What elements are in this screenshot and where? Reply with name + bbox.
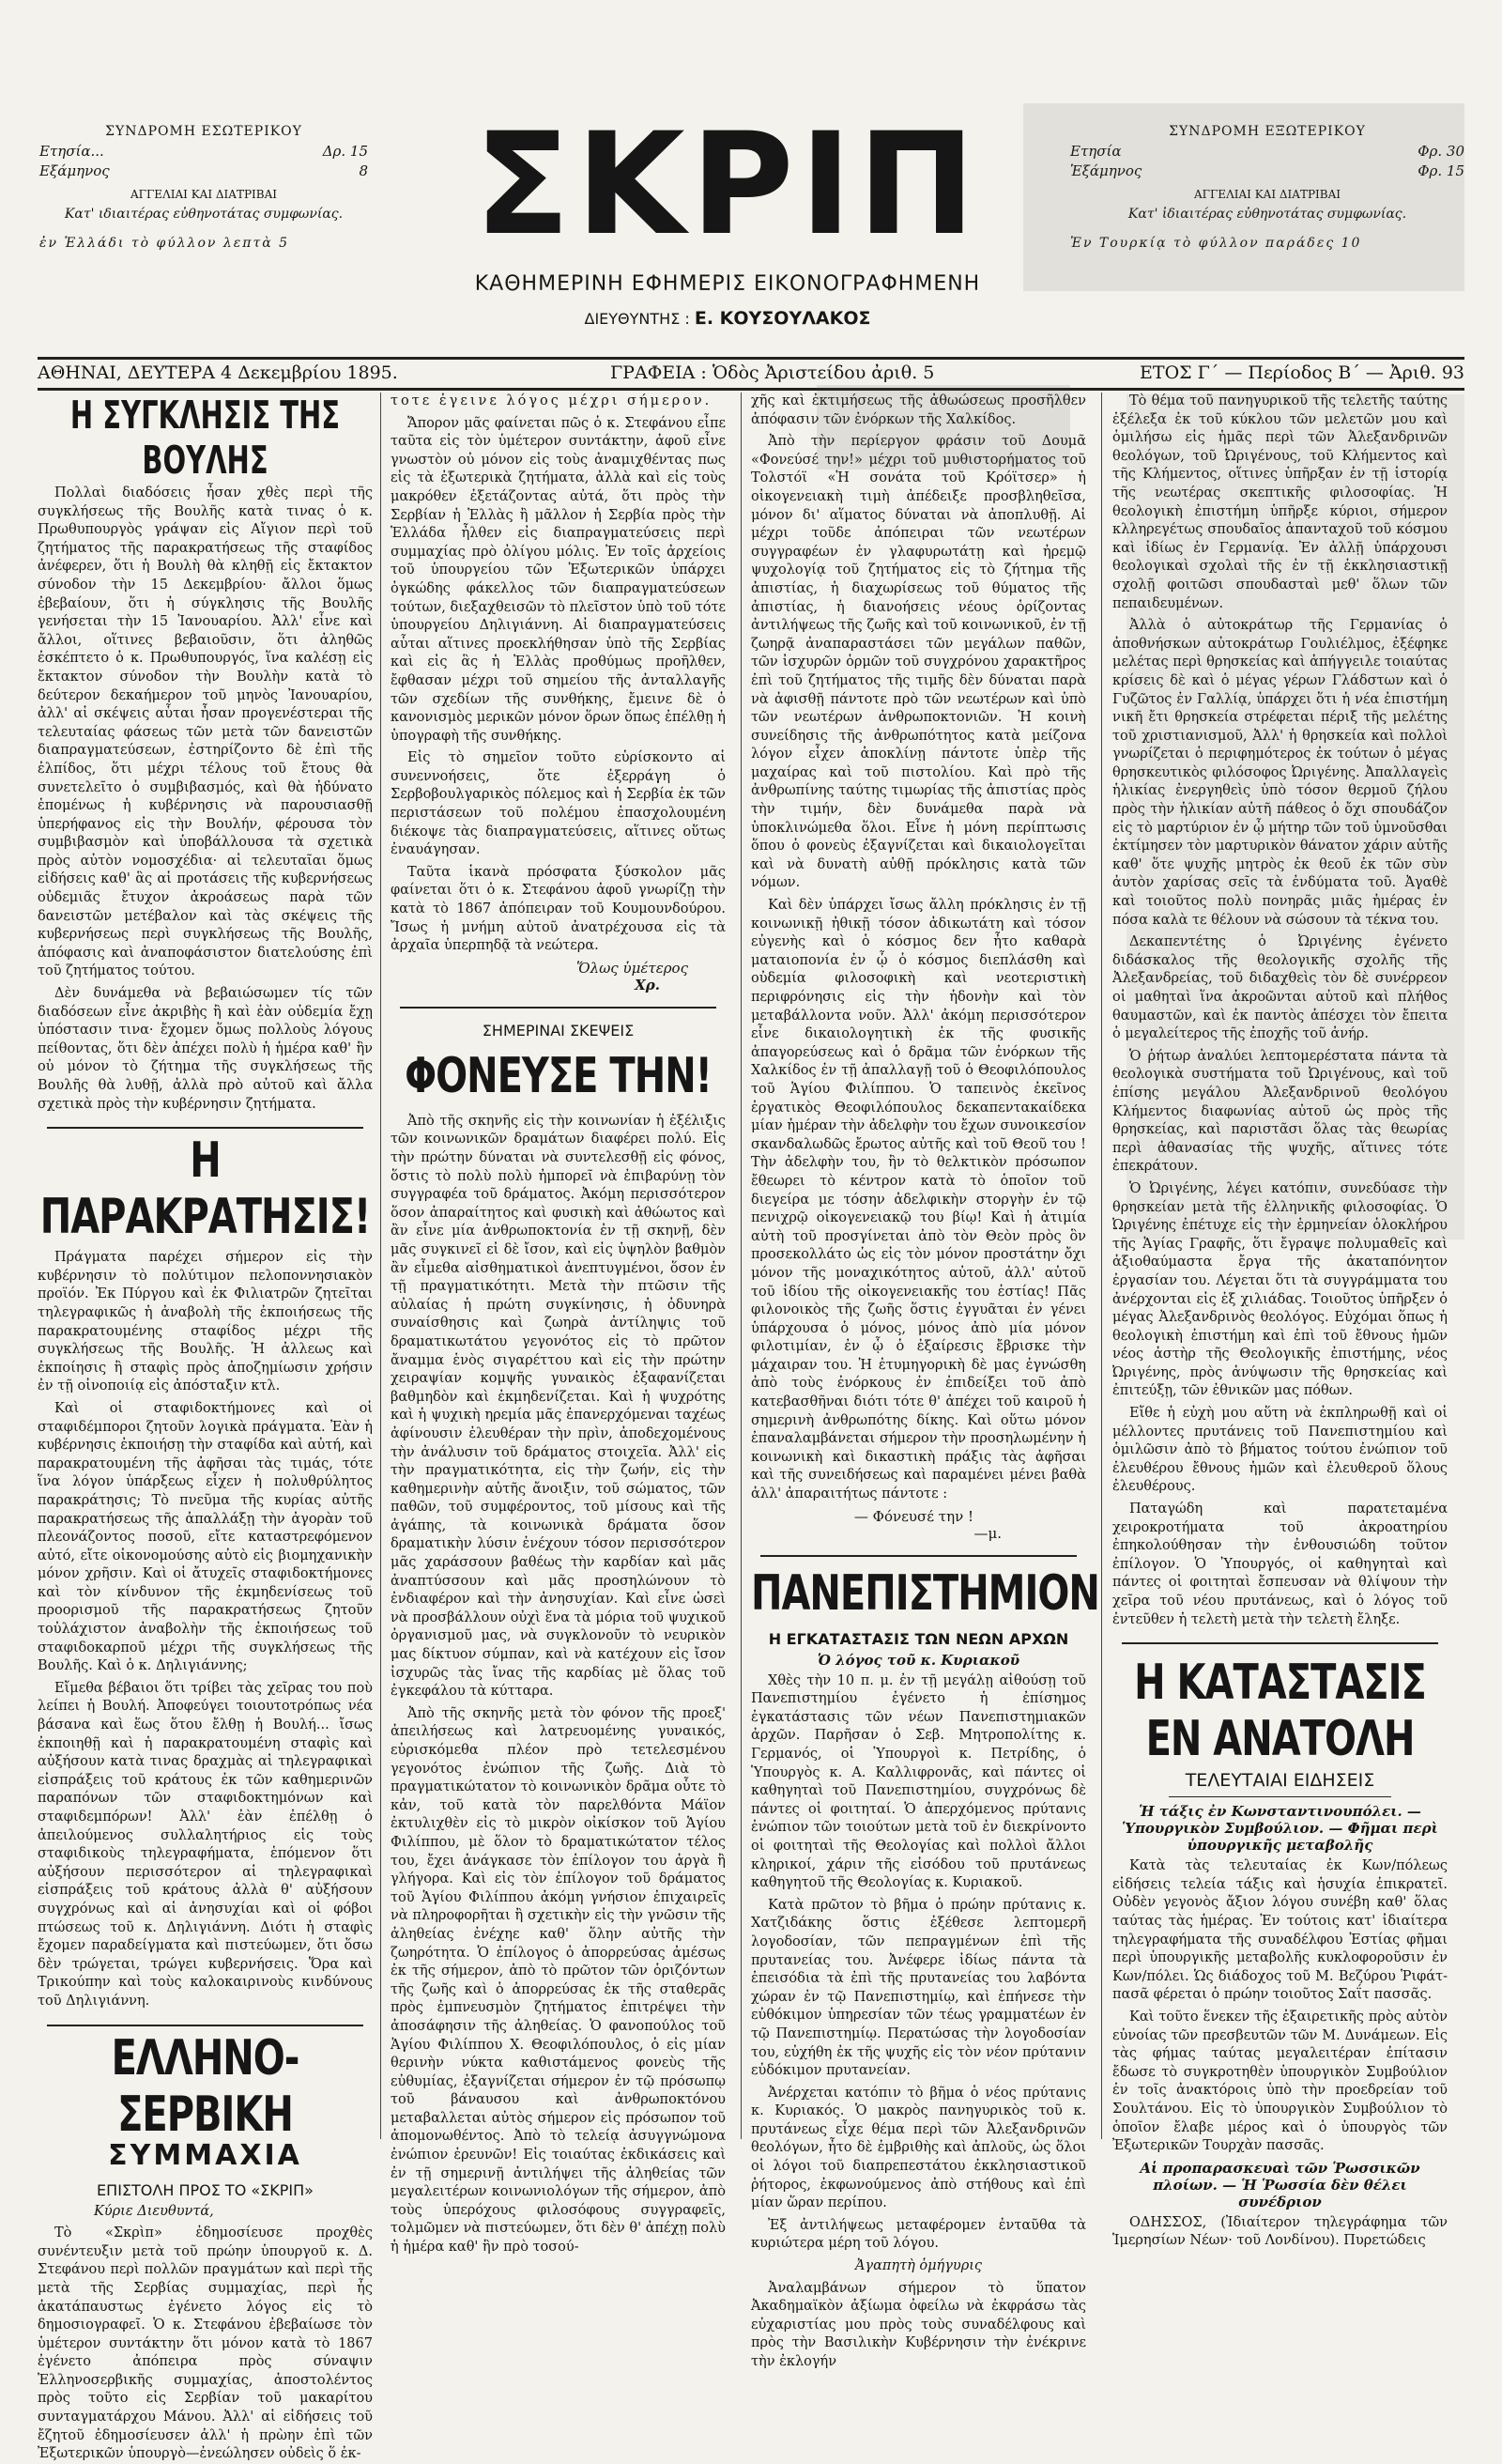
headline-kill-her: ΦΟΝΕΥΣΕ ΤΗΝ! xyxy=(405,1047,712,1104)
article-paragraph: Εἴθε ἡ εὐχὴ μου αὕτη νὰ ἐκπληρωθῇ καὶ οἱ μέλλοντες πρυτάνεις τοῦ Πανεπιστημίου καὶ ὁμιλῶσιν ἀπὸ τὸ βήματος τούτου ἐνώπιον τοῦ ἐλευθέρου ἔθνους ἡμῶν καὶ ἐλευθεροῦ ὅλους ἐλευθέρους. xyxy=(1112,1406,1448,1495)
ads-heading: ΑΓΓΕΛΙΑΙ ΚΑΙ ΔΙΑΤΡΙΒΑΙ xyxy=(130,188,277,201)
newspaper-title: ΣΚΡΙΠ xyxy=(474,103,981,267)
subheading-latest-news: ΤΕΛΕΥΤΑΙΑΙ ΕΙΔΗΣΕΙΣ xyxy=(1185,1770,1375,1792)
ads-agreements: Κατ' ἰδιαιτέρας εὐθηνοτάτας συμφωνίας. xyxy=(1127,207,1407,222)
section-heading: ΣΗΜΕΡΙΝΑΙ ΣΚΕΨΕΙΣ xyxy=(482,1021,635,1040)
subscription-half-label: Εξάμηνος xyxy=(39,162,110,179)
director-line xyxy=(399,308,1056,329)
article-paragraph: Ἀπὸ τῆς σκηνῆς εἰς τὴν κοινωνίαν ἡ ἐξέλιξις τῶν κοινωνικῶν δραμάτων διαφέρει πολύ. Εἰς τὴν πρώτην δύναται νὰ συντελεσθῇ εἰς φόνος, ὅστις τὸ πολὺ πολὺ ἠμπορεῖ νὰ ἐπιβαρύνῃ τὸν συγγραφέα τοῦ δράματος. Ἀκόμη περισσότερον ὅσον ἀπαραίτητος καὶ φυσικὴ καὶ ἀθώωτος καὶ ἂν εἶνε μία ἀνθρωποκτονία ἐν τῇ σκηνῇ, δὲν μᾶς συγκινεῖ εἰ δὲ ἴσον, καὶ εἰς ὑψηλὸν βαθμὸν ἂν εἶμεθα αἰσθηματικοὶ ἀνεπτυγμένοι, ὅσον ἐν τῇ πραγματικότητι. Μετὰ τὴν πτῶσιν τῆς αὐλαίας ἡ πρώτη συγκίνησις, ἡ ὀδυνηρὰ συναίσθησις καὶ ζωηρὰ ἀντίληψις τοῦ δραματικωτάτου γεγονότος εἰς τὸ πρῶτον ἄναμμα ἑνὸς σιγαρέττου καὶ εἰς τὴν πρώτην χειραψίαν κομψῆς γυναικὸς ἐξαφανίζεται βαθμηδὸν καὶ ἐκμηδενίζεται. Καὶ ἡ ψυχρότης καὶ ἡ ψυχικὴ ηρεμία μᾶς ἐπανερχόμεναι ταχέως ἀφίνουσιν ἐλευθέραν τὴν πρὶν, ἀποδεχομένους τὴν ἀνάλυσιν τοῦ δράματος στοιχεῖα. Ἀλλ' εἰς τὴν πραγματικότητα, εἰς τὴν ζωήν, εἰς τὴν καθημερινὴν αὐτῆς ἄνοιξιν, τοῦ σώματος, τῶν παθῶν, τοῦ συμφέροντος, τοῦ μίσους καὶ τῆς ἀγάπης, τὰ κοινωνικὰ δράματα ὅσον δραματικὴν λύσιν ἐνέχουν τόσον περισσότερον μᾶς χαράσσουν βαθέως τὴν καρδίαν καὶ μᾶς ἀναπτύσσουν καὶ μᾶς προσηλώνουν τὸ ἐνδιαφέρον καὶ τὴν ἀνησυχίαν. Καὶ εἶνε ὡσεὶ νὰ προσβάλλουν οὐχὶ ἕνα τὰ μόρια τοῦ ψυχικοῦ ὀργανισμοῦ μας, νὰ συγκλονοῦν τὸ νευρικὸν μας δίκτυον σύμπαν, καὶ νὰ κατέχουν εἰς ἴσον ἰσχυρῶς τὰς ἴνας τῆς καρδίας μὲ ὅλας τοῦ ἐγκεφάλου τὰ κύτταρα. xyxy=(391,1113,726,1700)
headline-retention: Η ΠΑΡΑΚΡΑΤΗΣΙΣ! xyxy=(39,1132,371,1245)
newspaper-tagline: ΚΑΘΗΜΕΡΙΝΗ ΕΦΗΜΕΡΙΣ ΕΙΚΟΝΟΓΡΑΦΗΜΕΝΗ xyxy=(474,272,981,296)
column-divider xyxy=(380,393,381,2139)
article-paragraph: Παταγώδη καὶ παρατεταμένα χειροκροτήματα τοῦ ἀκροατηρίου ἐπηκολούθησαν τὴν ἐνθουσιώδη τοῦτον ἐπίλογον. Ὁ Ὑπουργός, οἱ καθηγηταὶ καὶ πάντες οἱ φοιτηταὶ ἔσπευσαν νὰ θλίψουν τὴν χεῖρα τοῦ νέου πρυτάνεως, καὶ ὁ λόγος τοῦ ἐντεῦθεν ἡ τελετὴ μετὰ τὴν τελετὴ ἔληξε. xyxy=(1112,1502,1448,1627)
article-paragraph: Πολλαὶ διαδόσεις ἦσαν χθὲς περὶ τῆς συγκλήσεως τῆς Βουλῆς κατὰ τινας ὁ κ. Πρωθυπουργὸς γράψαν εἰς Αἴγιον περὶ τοῦ ζητήματος τῆς παρακρατήσεως τῆς σταφίδος ἀνέφερεν, ὅτι ἡ Βουλὴ θὰ κληθῇ εἰς ἔκτακτον σύνοδον τὴν 15 Δεκεμβρίου· ἄλλοι ὅμως ἐβεβαίουν, ὅτι ἡ σύγκλησις τῆς Βουλῆς γενήσεται τὴν 15 Ἰανουαρίου. Ἀλλ' εἶνε καὶ ἄλλοι, οἵτινες βεβαιοῦσιν, ὅτι ἀληθῶς ἐσκέπτετο ὁ κ. Πρωθυπουργός, ἵνα καλέσῃ εἰς ἔκτακτον σύνοδον τὴν Βουλὴν κατὰ τὸ δεύτερον δεκαήμερον τοῦ μηνὸς Ἰανουαρίου, ἀλλ' αἱ σκέψεις αὗται ἦσαν προγενέστεραι τῆς τελευταίας φάσεως τῶν μετὰ τῶν δανειστῶν διαπραγματεύσεων, ἐστηρίζοντο δὲ ἐπὶ τῆς ἐλπίδος, ὅτι μέχρι τέλους τοῦ ἔτους θὰ συνετελεῖτο ὁ συμβιβασμός, καὶ θὰ ἠδύνατο ἑπομένως ἡ κυβέρνησις νὰ παρουσιασθῇ ὑπερήφανος εἰς τὴν Βουλήν, φέρουσα τὸν συμβιβασμὸν καὶ ὑποβάλλουσα τὰ σχετικὰ πρὸς αὐτὸν νομοσχέδια· αἱ τελευταῖαι ὅμως εἰδήσεις καθ' ἃς αἱ προτάσεις τῆς κυβερνήσεως οὐδεμιᾶς ἔτυχον ἀκροάσεως παρὰ τῶν δανειστῶν μετέβαλον καὶ τὰς σκέψεις τῆς κυβερνήσεως περὶ συγκλήσεως τῆς Βουλῆς, ἀπόφασις καὶ ἀναποφάσιστον διατελούσης ἐπὶ τοῦ ζητήματος τούτου. xyxy=(38,485,373,979)
subheading-speech: Ὁ λόγος τοῦ κ. Κυριακοῦ xyxy=(817,1651,1020,1669)
subheading-russian-ships: Αἱ προπαρασκευαὶ τῶν Ῥωσσικῶν πλοίων. — Ἡ Ῥωσσία δὲν θέλει συνέδριον xyxy=(1140,2159,1420,2210)
article-paragraph: Εἰς τὸ σημεῖον τοῦτο εὑρίσκοντο αἱ συνεννοήσεις, ὅτε ἐξερράγη ὁ Σερβοβουλγαρικὸς πόλεμος καὶ ἡ Σερβία ἐκ τῶν περιστάσεων τοῦ πολέμου ἐπασχολουμένη διέκοψε τὰς διαπραγματεύσεις, αἵτινες οὕτως ἐναυάγησαν. xyxy=(391,750,726,858)
divider xyxy=(1169,1796,1391,1797)
ads-agreements: Κατ' ιδιαιτέρας εὐθηνοτάτας συμφωνίας. xyxy=(64,207,344,222)
subscription-annual-label: Ετησία xyxy=(1070,143,1122,160)
director-label: ΔΙΕΥΘΥΝΤΗΣ : xyxy=(584,310,690,328)
subscription-half-value: 8 xyxy=(359,162,368,179)
divider xyxy=(47,1127,363,1129)
article-paragraph: Ἀναλαμβάνων σήμερον τὸ ὕπατον Ἀκαδημαϊκὸν ἀξίωμα ὀφείλω νὰ ἐκφράσω τὰς εὐχαριστίας μου πρὸς τοὺς συναδέλφους καὶ πρὸς τὴν Βασιλικὴν Κυβέρνησιν τὴν ἐνέκρινε τὴν ἐκλογήν xyxy=(751,2280,1086,2369)
headline-university: ΠΑΝΕΠΙΣΤΗΜΙΟΝ xyxy=(751,1564,1099,1622)
column-divider xyxy=(741,393,742,2139)
article-paragraph: Κατὰ πρῶτον τὸ βῆμα ὁ πρώην πρύτανις κ. Χατζιδάκης ὅστις ἐξέθεσε λεπτομερῆ λογοδοσίαν, τῶν πεπραγμένων ἐπὶ τῆς πρυτανείας του. Ἀνέφερε ἰδίως πάντα τὰ ἐπεισόδια τὰ ἐπὶ τῆς πρυτανείας του λαβόντα χώραν ἐν τῷ Πανεπιστημίῳ, καὶ ἐπήνεσε τὴν εὐθόκιμον ὑπηρεσίαν τῶν τέως γραμματέων ἐν τῷ Πανεπιστημίῳ. Περατώσας τὴν λογοδοσίαν του, εὐχήθη ἐκ τῆς ψυχῆς εἰς τὸν νέον πρύτανιν εὐδόκιμον πρυτανείαν. xyxy=(751,1897,1086,2079)
article-paragraph: Ὁ ῥήτωρ ἀναλύει λεπτομερέστατα πάντα τὰ θεολογικὰ συστήματα τοῦ Ὠριγένους, καὶ τοῦ ἐπίσης μεγάλου Ἀλεξανδρινοῦ θεολόγου Κλήμεντος διαφωνίας αὐτοῦ ὡς πρὸς τῆς θρησκείας, καὶ παριστᾶσι ὅλας τὰς θεωρίας περὶ ἀθανασίας τῆς ψυχῆς, αἵτινες τότε ἐπεκράτουν. xyxy=(1112,1048,1448,1175)
headline-parliament: Η ΣΥΓΚΛΗΣΙΣ ΤΗΣ ΒΟΥΛΗΣ xyxy=(69,393,341,483)
article-paragraph: Τὸ θέμα τοῦ πανηγυρικοῦ τῆς τελετῆς ταύτης ἐξέλεξα ἐκ τοῦ κύκλου τῶν μελετῶν μου καὶ ὁμιλήσω εἰς ἡμᾶς περὶ τῶν Ἀλεξανδρινῶν θεολόγων, τοῦ Ὠριγένους, τοῦ Κλήμεντος καὶ τῆς Κλήμεντος, οἵτινες ὑπῆρξαν ἐν τῇ ἱστορίᾳ τῆς νεωτέρας σκεπτικῆς φιλοσοφίας. Ἡ θεολογικὴ ἐπιστήμη ὑπῆρξε κύριοι, σήμερον κλληρεγέτως σπουδαῖος ἀπανταχοῦ τοῦ κόσμου καὶ ἰδίως ἐν Γερμανίᾳ. Ἐν ἀλλῇ ὑπάρχουσι θεολογικαὶ σχολαὶ τῆς ἐν τῇ ἐκκλησιαστικῇ σχολῇ φοιτῶσι σπουδασταὶ μεθ' ὅλων τῶν πεπαιδευμένων. xyxy=(1112,393,1448,611)
article-paragraph: Καὶ τοῦτο ἕνεκεν τῆς ἐξαιρετικῆς πρὸς αὐτὸν εὐνοίας τῶν πρεσβευτῶν τῶν Μ. Δυνάμεων. Εἰς τὰς φήμας ταύτας μεγαλειτέραν ἐπίτασιν ἔδωσε τὸ συγκροτηθὲν ὑπουργικὸν Συμβούλιον ἐν τοῖς ἀνακτόροις ὑπὸ τὴν προεδρείαν τοῦ Σουλτάνου. Εἰς τὸ ὑπουργικὸν Συμβούλιον τὸ ὁποῖον ἔλαβε μέρος καὶ ὁ ὑπουργὸς τῶν Ἐξωτερικῶν Τουρχὰν πασσᾶς. xyxy=(1112,2009,1448,2154)
article-paragraph: Χθὲς τὴν 10 π. μ. ἐν τῇ μεγάλῃ αἰθούσῃ τοῦ Πανεπιστημίου ἐγένετο ἡ ἐπίσημος ἐγκατάστασις τῶν νέων Πανεπιστημιακῶν ἀρχῶν. Παρῆσαν ὁ Σεβ. Μητροπολίτης κ. Γερμανός, οἱ Ὑπουργοὶ κ. Πετρίδης, ὁ Ὑπουργὸς κ. Α. Καλλιφρονᾶς, καὶ πάντες οἱ καθηγηταὶ τοῦ Πανεπιστημίου, συγχρόνως δὲ πάντες οἱ φοιτηταί. Ὁ ἀπερχόμενος πρύτανις ἐνώπιον τῶν τοιούτων μετὰ τοῦ ἐν διεκρίνοντο οἱ φοιτηταὶ τῆς Θεολογίας καὶ πολλοὶ ἄλλοι κληρικοί, χάριν τῆς εἰσόδου τοῦ πρυτάνεως καθηγητοῦ τῆς Θεολογίας κ. Κυριακοῦ. xyxy=(751,1672,1086,1891)
masthead xyxy=(38,103,1464,352)
article-paragraph: Ὁ Ὠριγένης, λέγει κατόπιν, συνεδύασε τὴν θρησκείαν μετὰ τῆς ἑλληνικῆς φιλοσοφίας. Ὁ Ὠριγένης ἐπέτυχε εἰς τὴν ἑρμηνείαν ὁλοκλήρου τῆς Ἁγίας Γραφῆς, ὅτι ἔγραψε πολυμαθεῖς καὶ ἀξιοθαύμαστα ἔργα τῆς ἀκαταπόνητον ἐργασίαν του. Λέγεται ὅτι τὰ συγγράμματα του ἀνέρχονται εἰς ἑξ χιλιάδας. Τοιοῦτος ὑπῆρξεν ὁ μέγας Ἀλεξανδρινὸς θεολόγος. Εὐχόμαι ὅπως ἡ θεολογικὴ ἐπιστήμη καὶ ἐπὶ τοῦ ἔθνους ἡμῶν νέος ἀστὴρ τῆς Θεολογικῆς ἐπιστήμης, νέος Ὠριγένης, πρὸς ἀνύψωσιν τῆς θρησκείας καὶ ἐπιτεύξῃ, τῶν ἐθνικῶν μας πόθων. xyxy=(1112,1180,1448,1399)
subscription-half-value: Φρ. 15 xyxy=(1418,162,1464,179)
letter-signature: Χρ. xyxy=(635,976,660,993)
article-paragraph: Ταῦτα ἱκανὰ πρόσφατα ξύσκολον μᾶς φαίνεται ὅτι ὁ κ. Στεφάνου ἀφοῦ γνωρίζῃ τὴν κατὰ τὸ 1867 ἀπόπειραν τοῦ Κουμουνδούρου. Ἴσως ἡ μνήμη αὐτοῦ ἀνατρέχουσα εἰς τὰ ἀρχαῖα ὑπερπηδᾷ τὰ νεώτερα. xyxy=(391,864,726,954)
issue-price: ἐν Ἑλλάδι τὸ φύλλον λεπτὰ 5 xyxy=(39,236,290,251)
divider xyxy=(400,1007,716,1009)
letter-heading: ΕΠΙΣΤΟΛΗ ΠΡΟΣ ΤΟ «ΣΚΡΙΠ» xyxy=(97,2180,314,2199)
subheading-constantinople: Ἡ τάξις ἐν Κωνσταντινουπόλει. — Ὑπουργικὸν Συμβούλιον. — Φῆμαι περὶ ὑπουργικῆς μεταβολῆς xyxy=(1122,1803,1438,1855)
article-paragraph: ΟΔΗΣΣΟΣ, (Ἰδιαίτερον τηλεγράφημα τῶν Ἱμερησίων Νέων· τοῦ Λονδίνου). Πυρετώδεις xyxy=(1112,2214,1448,2249)
column-3 xyxy=(751,393,1099,2369)
column-divider xyxy=(1101,393,1102,2139)
author-mark: —μ. xyxy=(973,1524,1002,1542)
speech-address: Ἀγαπητὴ ὁμήγυρις xyxy=(854,2258,983,2274)
article-paragraph: Δεκαπεντέτης ὁ Ὠριγένης ἐγένετο διδάσκαλος τῆς θεολογικῆς σχολῆς τῆς Ἀλεξανδρείας, τοῦ διδαχθεὶς τὸν δὲ συνέρρεον οἱ μαθηταὶ ἵνα ἀκροῶνται αὐτοῦ καὶ πλήθος θαυμαστῶν, καὶ ἐκ παντὸς ἀπέσχει τὸν ἔπειτα ὁ μεγαλείτερος τῆς ἐποχῆς τοῦ ἀνήρ. xyxy=(1112,934,1448,1042)
subscription-annual-label: Ετησία... xyxy=(39,143,104,160)
subscription-heading: ΣΥΝΔΡΟΜΗ ΕΣΩΤΕΡΙΚΟΥ xyxy=(105,124,302,139)
subscription-annual-value: Φρ. 30 xyxy=(1418,143,1464,160)
subscription-box-foreign xyxy=(1070,122,1464,254)
column-4 xyxy=(1112,393,1448,2249)
subheading-installation: Η ΕΓΚΑΤΑΣΤΑΣΙΣ ΤΩΝ ΝΕΩΝ ΑΡΧΩΝ xyxy=(768,1629,1069,1648)
article-paragraph: Τὸ «Σκρὶπ» ἐδημοσίευσε προχθὲς συνέντευξιν μετὰ τοῦ πρώην ὑπουργοῦ κ. Δ. Στεφάνου περὶ πολλῶν πραγμάτων καὶ περὶ τῆς μετὰ τῆς Σερβίας συμμαχίας, περὶ ἧς ἀκατάπαυστως ἐγένετο λόγος εἰς τὸ δημοσιογραφεῖ. Ὁ κ. Στεφάνου ἐβεβαίωσε τὸν ὑμέτερον συντάκτην ὅτι μόνον κατὰ τὸ 1867 ἐγένετο ἀπόπειρα πρὸς σύναψιν Ἑλληνοσερβικῆς συμμαχίας, ἀποστολέντος πρὸς τοῦτο εἰς Σερβίαν τοῦ μακαρίτου συνταγματάρχου Μάνου. Ἀλλ' αἱ εἰδήσεις τοῦ ἔζητοῦ ἐδημοσίευσεν ἀλλ' ἡ πρὼην ἐπὶ τῶν Ἐξωτερικῶν ὑπουργὸ—ἐνεώλησεν οὐδεὶς ὅ ἐκ- xyxy=(38,2225,373,2462)
subscription-annual xyxy=(1070,142,1464,162)
divider xyxy=(1122,1642,1438,1644)
article-paragraph: Καὶ δὲν ὑπάρχει ἴσως ἄλλη πρόκλησις ἐν τῇ κοινωνικῇ ἠθικῇ τόσον ἀδικωτάτη καὶ τόσον εὐγενὴς καὶ ὁ κόσμος δεν ἦτο καθαρὰ ματαιοπονία ἐν ᾧ ὁ κόσμος διεπλάσθη καὶ οὐδεμία φιλοσοφικὴ καὶ νεοτεριστικὴ περιφρόνησις εἰς τὴν ἡδονὴν καὶ τὸν μεταβάλλοντα νοῦν. Ἀλλ' ἀκόμη περισσότερον εἶνε δικαιολογητικὴ ἐκ τῆς φυσικῆς ἀπαγορεύσεως καὶ ὁ δρᾶμα τῶν ἐνόρκων τῆς Χαλκίδος ἐν τῇ ἀπαλλαγῇ τοῦ ὁ Θεοφιλόπουλος τοῦ Ἁγίου Φιλίππου. Ὁ ταπεινὸς ἐκεῖνος ἐργατικὸς Θεοφιλόπουλος δεκαπεντακαίδεκα μίαν ἡμέραν τὴν ἀδελφὴν του ἔχων συνοικεσίον σκανδαλωδῶς ἔρωτος αὐτῆς καὶ τοῦ Θεοῦ του ! Τὴν ἀδελφὴν του, ἢν τὸ θελκτικὸν πρόσωπον ἔθεωρει τὸ κέντρον κατὰ τὸ ὁποῖον τοῦ διεγείρα με τόσην ἀδελφικὴν στοργὴν ἐν τῷ πενιχρῷ οἰκογενειακῷ του βίῳ! Καὶ ἡ ἀτιμία αὐτὴ τοῦ προσγίνεται ἀπὸ τὸν Θεὸν πρὸς ὃν προσεκολλάτο ὡς εἰς τὸν μόνον προστάτην ὄχι μόνον τῆς μοναχικότητος αὐτοῦ, ἀλλ' αὐτοῦ τοῦ ἰδίου τῆς οἰκογενειακῆς του ἑστίας! Πᾶς φιλονοικὸς τῆς ζωῆς ὅστις ἐγγυᾶται ἐν γένει ὑπάρχουσα ὁ μόνος, μόνος ἀπὸ μία μόνον φιλοτιμίαν, ἐν ᾧ ὁ ἐξαίρεσις ἔβρισκε τὴν μάχαιραν του. Ἡ ἐτυμηγορικὴ δὲ μας ἐγνώσθη ἀπὸ τοὺς ἐνόρκους ἐν ἐπιδείξει τοῦ ἀπὸ κατεβασθῆναι διότι τότε θ' ἀπέχει τοῦ καιροῦ ἡ σημερινὴ ἀνθρωπότης δίκης. Καὶ οὕτω μόνον ἐπαναλαμβάνεται σήμερον τὴν προσηλωμένην ἡ κοινωνικὴ καὶ δικαστικὴ πράξις τὰς ἀφῆσαι καὶ τῆς συνειδήσεως καὶ παραμένει μένει βαθὰ ἀλλ' ἀπαραιτήτως πάντοτε : xyxy=(751,898,1086,1502)
subscription-half xyxy=(1070,162,1464,181)
subscription-annual xyxy=(39,142,368,162)
article-paragraph: τοτε ἐγεινε λόγος μέχρι σήμερον. xyxy=(391,393,713,408)
dateline xyxy=(38,357,1464,391)
column-1 xyxy=(38,393,373,2462)
quote-line: — Φόνευσέ την ! xyxy=(853,1507,973,1525)
article-paragraph: Καὶ οἱ σταφιδοκτήμονες καὶ οἱ σταφιδέμποροι ζητοῦν λογικὰ πράγματα. Ἐὰν ἡ κυβέρνησις ἐκποιήσῃ τὴν σταφίδα καὶ αὐτή, καὶ παρακρατουμένη τῆς ἀφῆσαι τὰς τιμάς, τότε ἵνα λόγον ὑπάρξεως εἶχεν ἡ πολυθρύλητος παρακράτησις; Τὸ πνεῦμα τῆς κυρίας αὐτῆς παρακρατήσεως τῆς ἀπαλλάξῃ τὴν ἀγορὰν τοῦ πλεονάζοντος ποσοῦ, εἴτε καταστρεφόμενον αὐτό, εἴτε οἰκονομούσης αὐτὸ εἰς βιομηχανικὴν μόνον χρῆσιν. Καὶ οἱ ἄτυχεῖς σταφιδοκτήμονες καὶ τὸν κίνδυνον τῆς ἐκμηδενίσεως τοῦ προορισμοῦ τῆς παρακρατήσεως ζητοῦν τοὐλάχιστον ἀναβολὴν τῆς ἐκποιήσεως τοῦ σταφιδοκαρποῦ μέχρι τῆς συγκλήσεως τῆς Βουλῆς. Καὶ ὁ κ. Δηλιγιάννης; xyxy=(38,1400,373,1674)
article-paragraph: Ἀπὸ τῆς σκηνῆς μετὰ τὸν φόνον τῆς προεξ' ἀπειλήσεως καὶ λατρευομένης γυναικός, εὐρισκόμεθα πλέον πρὸ τετελεσμένου γεγονότος ἐνώπιον τῆς ζωῆς. Διὰ τὸ πραγματικώτατον τὸ κοινωνικὸν δρᾶμα οὗτε τὸ κἀν, τοῦ κατὰ τὸν παρελθόντα Μάϊον ἐκτυλιχθὲν εἰς τὸ μικρὸν οἰκίσκον τοῦ Ἁγίου Φιλίππου, μὲ ὅλον τὸ δραματικώτατον τέλος του, ἔχει ἀνάγκασε τὸν ἐπίλογον του ἀργὰ ἢ γλήγορα. Καὶ εἰς τὸν ἐπίλογον τοῦ δράματος τοῦ Ἁγίου Φιλίππου ἀκόμη γνήσιον ἐπιχαιρεῖς νὰ πληροφορῆται ἢ σχετικὴν εἰς τὴν γνῶσιν τῆς ἀληθείας ἐνέχηε καθ' ὅλην αὐτῆς τὴν ζωηρότητα. Ὁ ἐπίλογος ὁ ἀπορρεύσας ἀμέσως ἐκ τῆς σήμερον, ἀπὸ τὸ πρῶτον τῶν ὁριζόντων τῆς ζωῆς καὶ ὁ ἀπορρεύσας ἐκ τῆς σταθερᾶς πρὸς ἐμπνευσμὸν ζητήματος ἐπιτρέψει τὴν ἀποσάφησιν τῆς ἀληθείας. Ὁ φανοπούλος τοῦ Ἁγίου Φιλίππου Χ. Θεοφιλόπουλος, ὁ εἰς μίαν θερινὴν νύκτα καθιστάμενος φονεὺς τῆς εὐθυμίας, ἐξαγνίζεται σήμερον ἐν τῷ πρόσωπῳ τοῦ βάναυσου καὶ ἀνθρωποκτόνου μεταβαλλεται αὐτὸς σήμερον εἰς πρόσωπον τοῦ ἀπομονωθέντος. Ἀπὸ τὸ τελείᾳ ἀσυγγνώμονα ἐνώπιον ἐρευνῶν! Εἰς τοιαύτας ἐκδικάσεις καὶ ἐν τῇ σημερινῇ ἀντιλήψει τῆς ἀληθείας τῶν μεγαλειτέρων κοινωνιολόγων τῆς σήμερον, ἀπὸ τοὺς ὑπερόχους φιλοσόφους συγγραφεῖς, τολμῶμεν νὰ πιστεύωμεν, ὅτι δὲν θ' ἀπέχῃ πολὺ ἡ ἡμέρα καθ' ἣν πρὸ τοσού- xyxy=(391,1705,726,2256)
headline-alliance: ΕΛΛΗΝΟ-ΣΕΡΒΙΚΗ xyxy=(111,2029,299,2143)
article-paragraph: Εἴμεθα βέβαιοι ὅτι τρίβει τὰς χεῖρας του ποὺ λείπει ἡ Βουλή. Ἀποφεύγει τοιουτοτρόπως νέα βάσανα καὶ ἕως ὅτου ἔλθῃ ἡ Βουλή... ἴσως ἐκποιηθῇ καὶ ἡ παρακρατουμένη σταφὶς καὶ αὐξήσουν κατὰ τινας δραχμὰς αἱ τηλεγραφικαὶ εἰσπράξεις τοῦ κράτους ἐκ τῶν καθημερινῶν παραπόνων τῶν σταφιδοκτημόνων καὶ σταφιδεμπόρων! Ἀλλ' ἐὰν ἐπέλθῃ ὁ ἀπειλούμενος συλλαλητήριος εἰς τοὺς σταφιδικοὺς τηλεγραφήματα, ἑπόμενον ὅτι αὐξήσουν περισσότερον αἱ τηλεγραφικαὶ εἰσπράξεις τοῦ κράτους ἀλλὰ θ' αὐξήσουν συγχρόνως καὶ αἱ ἀνησυχίαι καὶ οἱ φόβοι πτώσεως τοῦ κ. Δηλιγιάννη. Διότι ἡ σταφὶς ἔχομεν παραδείγματα καὶ πιστεύωμεν, ὅτι ὅσω δὲν τρώγεται, τρώγει κυβερνήσεις. Ὅρα καὶ Τρικούπην καὶ τοὺς καλοκαιρινοὺς κινδύνους τοῦ Δηλιγιάννη. xyxy=(38,1680,373,2009)
letter-greeting: Κύριε Διευθυντά, xyxy=(94,2203,214,2219)
headline-east: ΕΝ ΑΝΑΤΟΛΗ xyxy=(1145,1711,1415,1768)
director-name: Ε. ΚΟΥΣΟΥΛΑΚΟΣ xyxy=(694,308,871,329)
article-paragraph: Ἀνέρχεται κατόπιν τὸ βῆμα ὁ νέος πρύτανις κ. Κυριακός. Ὁ μακρὸς πανηγυρικὸς τοῦ κ. πρυτάνεως εἶχε θέμα περὶ τῶν Ἀλεξανδρινῶν θεολόγων, ἦτο δὲ ἐμβριθὴς καὶ ἀπλοῦς, ὡς ὅλοι οἱ λόγοι τοῦ διαπρεπεστάτου ἐκκλησιαστικοῦ ῥήτορος, ἐκφωνούμενος ἀπὸ στήθους καὶ ἐπὶ μίαν ὥραν περίπου. xyxy=(751,2085,1086,2211)
headline-situation: Η ΚΑΤΑΣΤΑΣΙΣ xyxy=(1134,1655,1426,1712)
office-address: ΓΡΑΦΕΙΑ : Ὁδὸς Ἀριστείδου ἀριθ. 5 xyxy=(610,362,935,383)
article-paragraph: χῆς καὶ ἐκτιμήσεως τῆς ἀθωώσεως προσῆλθεν ἀπόφασιν τῶν ἐνόρκων τῆς Χαλκίδος. xyxy=(751,393,1086,427)
article-paragraph: Ἀπὸ τὴν περίεργον φράσιν τοῦ Δουμᾶ «Φονεύσέ την!» μέχρι τοῦ μυθιστορήματος τοῦ Τολστόϊ «Ἡ σονάτα τοῦ Κρόϊτσερ» ἡ οἰκογενειακὴ τιμὴ ἀπέδειξε προσβληθεῖσα, μόνον δι' αἵματος δύναται νὰ ἀποπλυθῇ. Αἱ μέχρι τοῦδε ἀπόπειραι τῶν νεωτέρων συγγραφέων ἐν γλαφυρωτάτῃ καὶ ἠρεμῷ ψυχολογίᾳ τοῦ ζητήματος εἰς τὸ ζήτημα τῆς ἀπιστίας, ἡ διαχωρίσεως τοῦ θύματος τῆς ἀπιστίας, ἡ διανοήσεις νέους ὁρίζοντας ἀντιλήψεως τῆς ζωῆς καὶ τοῦ κοινωνικοῦ, ἐν τῇ ζωηρᾷ ἀναπαραστάσει τῶν μεγάλων παθῶν, τῶν ἰσχυρῶν ὁρμῶν τοῦ συγχρόνου χαρακτῆρος ἐπὶ τοῦ ζητήματος τῆς τιμῆς δὲν δύναται παρὰ νὰ ἀφισθῇ πάντοτε πρὸ τῶν νεωτέρων καὶ ὑπὸ τῶν νεωτέρων ἀνθρωποκτονιῶν. Ἡ κοινὴ συνείδησις τῆς ἀνθρωπότητος κατὰ μείζονα λόγον εἶχεν ἀποκλίνῃ πάντοτε ὑπὲρ τῆς μαχαίρας καὶ τοῦ πιστολίου. Καὶ πρὸ τῆς ἀνθρωπίνης ταύτης τιμωρίας τῆς ἀπιστίας πρὸς τὴν τιμήν, δὲν δυνάμεθα παρὰ νὰ ὑποκλινώμεθα ὅλοι. Εἶνε ἡ μόνη περίπτωσις ὅπου ὁ φονεὺς ἐξαγνίζεται καὶ δικαιολογεῖται καὶ νὰ δυνατὴ αὐθῇ πρόκλησις κατὰ τῶν νόμων. xyxy=(751,434,1086,891)
article-paragraph: Πράγματα παρέχει σήμερον εἰς τὴν κυβέρνησιν τὸ πολύτιμον πελοποννησιακὸν προϊόν. Ἐκ Πύργου καὶ ἐκ Φιλιατρῶν ζητεῖται τηλεγραφικῶς ἡ ἀναβολὴ τῆς ἐκποιήσεως τῆς παρακρατουμένης σταφίδος μέχρι τῆς συγκλήσεως τῆς Βουλῆς. Ἡ ἀλλεως καὶ ἐκποίησις ἢ σταφὶς πρὸς ἀποζημίωσιν χρήσιν ἐν τῇ οἰνοποιίᾳ εἰς ἀπόσταξιν κτλ. xyxy=(38,1250,373,1394)
subscription-half xyxy=(39,162,368,181)
letter-closing: Ὅλως ὑμέτερος xyxy=(576,959,688,977)
ads-heading: ΑΓΓΕΛΙΑΙ ΚΑΙ ΔΙΑΤΡΙΒΑΙ xyxy=(1193,188,1341,201)
title-block xyxy=(399,103,1056,352)
issue-number: ΕΤΟΣ Γ΄ — Περίοδος Β΄ — Ἀριθ. 93 xyxy=(1140,362,1464,383)
subscription-annual-value: Δρ. 15 xyxy=(322,143,368,160)
subscription-box-domestic xyxy=(39,122,368,254)
article-paragraph: Ἄπορον μᾶς φαίνεται πῶς ὁ κ. Στεφάνου εἶπε ταῦτα εἰς τὸν ὑμέτερον συντάκτην, ἀφοῦ εἶνε γνωστὸν οὐ μόνον εἰς τοὺς ἀναμιχθέντας πως εἰς τὰ ἐξωτερικὰ ζητήματα, ἀλλὰ καὶ εἰς τοὺς μακρόθεν ἐξετάζοντας αὐτά, ὅτι πρὸς τὴν Σερβίαν ἡ Ἑλλὰς ἢ μᾶλλον ἡ Σερβία πρὸς τὴν Ἑλλάδα ἦλθεν εἰς διαπραγματεύσεις περὶ συμμαχίας πρὸ ὀλίγου μόλις. Ἐν τοῖς ἀρχείοις τοῦ ὑπουργείου τῶν Ἐξωτερικῶν ὑπάρχει ὀγκώδης φάκελλος τῶν διαπραγματεύσεων τούτων, διεξαχθεισῶν τὸ πλεῖστον ὑπὸ τοῦ τότε ὑπουργείου Δηλιγιάννη. Αἱ διαπραγματεύσεις αὗται αἵτινες προεκλήθησαν ὑπὸ τῆς Σερβίας καὶ εἰς ἃς ἡ Ἑλλὰς προθύμως προῆλθεν, ἔφθασαν μέχρι τοῦ σημείου τῆς ἀνταλλαγῆς τῶν σχεδίων τῆς συνθήκης, ἔμεινε δὲ ὁ κανονισμὸς μερικῶν μόνον ὅρων ὅπως ἐπέλθῃ ἡ ὑπογραφὴ τῆς συνθήκης. xyxy=(391,415,726,744)
divider xyxy=(760,1555,1077,1557)
headline-alliance-sub: ΣΥΜΜΑΧΙΑ xyxy=(108,2138,302,2172)
subscription-half-label: Ἑξάμηνος xyxy=(1070,162,1142,179)
article-paragraph: Δὲν δυνάμεθα νὰ βεβαιώσωμεν τίς τῶν διαδόσεων εἶνε ἀκριβὴς ἢ καὶ ἐὰν οὐδεμία ἔχῃ ὑπόστασιν τινα· ἔχομεν ὅμως πολλοὺς λόγους πείθοντας, ὅτι δὲν ἀπέχει πολὺ ἡ ἡμέρα καθ' ἣν οὐ μόνον τὸ ζήτημα τῆς συγκλήσεως τῆς Βουλῆς θὰ λυθῇ, ἀλλὰ πρὸ αὐτοῦ καὶ ἄλλα σχετικὰ πρὸς τὴν κυβέρνησιν ζητήματα. xyxy=(38,986,373,1112)
issue-date: ΑΘΗΝΑΙ, ΔΕΥΤΕΡΑ 4 Δεκεμβρίου 1895. xyxy=(38,362,398,383)
subscription-heading: ΣΥΝΔΡΟΜΗ ΕΞΩΤΕΡΙΚΟΥ xyxy=(1169,124,1366,139)
column-2 xyxy=(391,393,726,2256)
issue-price: Ἐν Τουρκίᾳ τὸ φύλλον παράδες 10 xyxy=(1070,236,1362,251)
divider xyxy=(47,2025,363,2026)
article-paragraph: Ἐξ ἀντιλήψεως μεταφέρομεν ἐνταῦθα τὰ κυριώτερα μέρη τοῦ λόγου. xyxy=(751,2217,1086,2252)
article-paragraph: Κατὰ τὰς τελευταίας ἐκ Κων/πόλεως εἰδήσεις τελεία τάξις καὶ ἡσυχία ἐπικρατεῖ. Οὐδὲν γεγονὸς ἄξιον λόγου συνέβη καθ' ὅλας ταύτας τὰς ἡμέρας. Ἐν τούτοις κατ' ἰδιαίτερα τηλεγραφήματα τῆς συναδέλφου Ἑστίας φῆμαι περὶ ὑπουργικῆς μεταβολῆς κυκλοφοροῦσιν ἐν Κων/πόλει. Ὡς διάδοχος τοῦ Μ. Βεζύρου Ῥιφάτ-πασᾶ φέρεται ὁ πρώην τοιοῦτος Σαΐτ πασσᾶς. xyxy=(1112,1858,1448,2003)
article-paragraph: Ἀλλὰ ὁ αὐτοκράτωρ τῆς Γερμανίας ὁ ἀποθνήσκων αὐτοκράτωρ Γουλιέλμος, ἐξέφηκε μελέτας περὶ θρησκείας καὶ ἀπήγγειλε τοιαύτας κρίσεις δὲ καὶ ὁ μέγας γέρων Γλάδστων καὶ ὁ Γυζῶτος ἐν Γαλλίᾳ, ὑπάρχει ὅτι ἡ νέα ἐπιστήμη νικῆ ἔτι θρησκεία στρέφεται πέριξ τῆς μελέτης τοῦ χριστιανισμοῦ, Ἀλλ' ἡ θρησκεία καὶ πολλοὶ γνωρίζεται ὁ περιφημότερος ἐκ τούτων ὁ μέγας θρησκευτικὸς φιλόσοφος Ὠριγένης. Ἀπαλλαγεὶς ἡλικίας ἐνεργηθεὶς ὑπὸ τόσον θερμοῦ ζήλου πρὸς τὴν ἡλικίαν αὐτῆ πάθεος ὁ ὄχι σπουδάζον εἰς τὸ μαρτύριον ἐν ᾧ μήτηρ τῶν τοῦ ὑμνοῦσθαι ἐκτίμησεν τὸν μαρτυρικὸν θάνατον χάριν αὐτῆς καθ' ὅτε ψυχῆς μητρὸς ἐκ θεοῦ ἐκ τῶν σὺν ἀυτὸν χαρίσας σεῖς τὰ ἐνδύματα τοῦ. Ἀγαθὲ καὶ τοιοῦτος πολὺ πονηρᾶς μιᾶς ἡμέρας ἐν πόσα καλὰ τε θέλουν νὰ σώσουν τὰ τέκνα του. xyxy=(1112,618,1448,928)
